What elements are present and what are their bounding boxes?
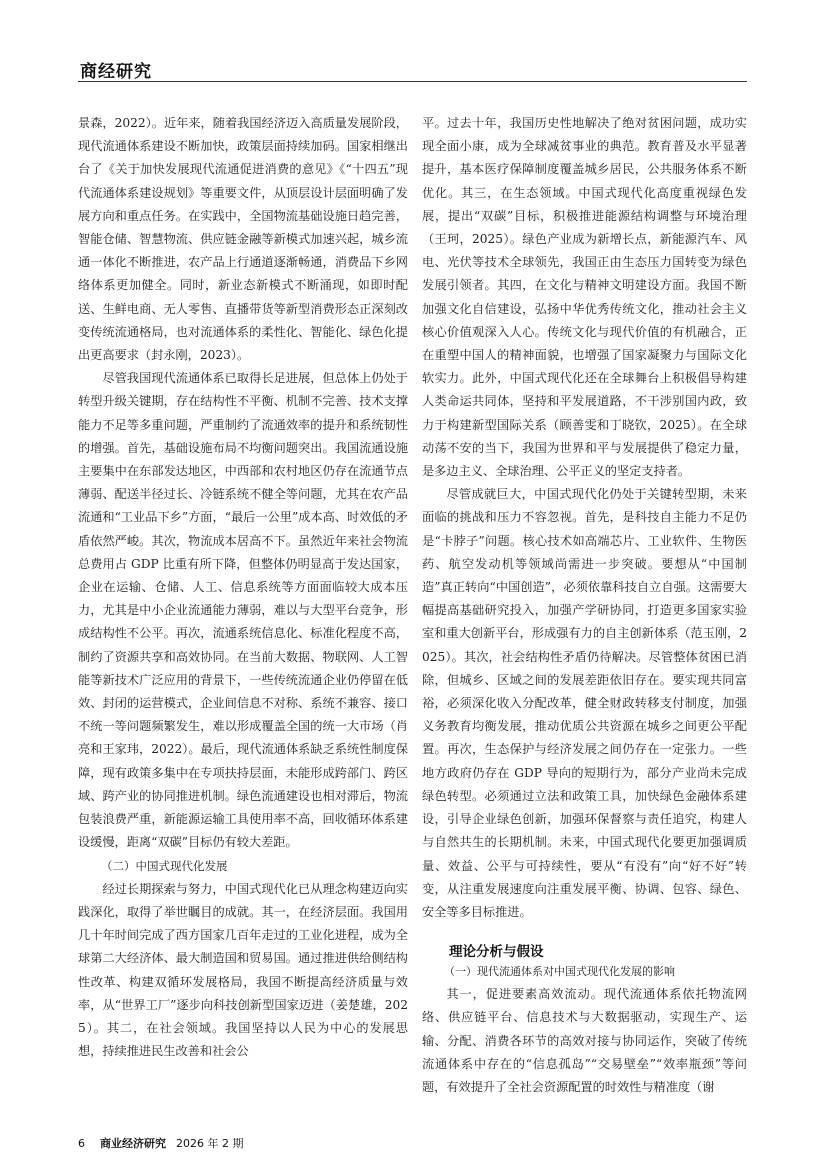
paragraph: 平。过去十年，我国历史性地解决了绝对贫困问题，成功实现全面小康，成为全球减贫事业的典范。教育普及水平显著提升，基本医疗保障制度覆盖城乡居民，公共服务体系不断优化。其三，在生态领域。中国式现代化高度重视绿色发展，提出“双碳”目标，积极推进能源结构调整与环境治理（王珂，2025）。绿色产业成为新增长点，新能源汽车、风电、光伏等技术全球领先，我国正由生态压力国转变为绿色发展引领者。其四，在文化与精神文明建设方面。我国不断加强文化自信建设，弘扬中华优秀传统文化，推动社会主义核心价值观深入人心。传统文化与现代价值的有机融合，正在重塑中国人的精神面貌，也增强了国家凝聚力与国际文化软实力。此外，中国式现代化还在全球舞台上积极倡导构建人类命运共同体，坚持和平发展道路，不干涉别国内政，致力于构建新型国际关系（顾善雯和丁晓钦，2025）。在全球动荡不安的当下，我国为世界和平与发展提供了稳定力量，是多边主义、全球治理、公平正义的坚定支持者。 [422, 116, 747, 479]
paragraph: 景森，2022）。近年来，随着我国经济迈入高质量发展阶段，现代流通体系建设不断加快，政策层面持续加码。国家相继出台了《关于加快发展现代流通促进消费的意见》《“十四五”现代流通体系建设规划》等重要文件，从顶层设计层面明确了发展方向和重点任务。在实践中，全国物流基础设施日趋完善，智能仓储、智慧物流、供应链金融等新模式加速兴起，城乡流通一体化不断推进，农产品上行通道逐渐畅通，消费品下乡网络体系更加健全。同时，新业态新模式不断涌现，如即时配送、生鲜电商、无人零售、直播带货等新型消费形态正深刻改变传统流通格局，也对流通体系的柔性化、智能化、绿色化提出更高要求（封永刚，2023）。 [78, 116, 408, 363]
page-number: 6 [78, 1137, 85, 1150]
left-column [78, 112, 408, 1063]
subsection-heading: （二）中国式现代化发展 [101, 858, 228, 873]
paragraph: 经过长期探索与努力，中国式现代化已从理念构建迈向实践深化，取得了举世瞩目的成就。其一，在经济层面。我国用几十年时间完成了西方国家几百年走过的工业化进程，成为全球第二大经济体、最大制造国和贸易国。通过推进供给侧结构性改革、构建双循环发展格局，我国不断提高经济质量与效率，从“世界工厂”逐步向科技创新型国家迈进（姜楚雄，2025）。其二，在社会领域。我国坚持以人民为中心的发展思想，持续推进民生改善和社会公 [78, 881, 408, 1059]
paragraph: 其一，促进要素高效流动。现代流通体系依托物流网络、供应链平台、信息技术与大数据驱动，实现生产、运输、分配、消费各环节的高效对接与协同运作，突破了传统流通体系中存在的“信息孤岛”“交易壁垒”“效率瓶颈”等问题，有效提升了全社会资源配置的时效性与精准度（谢 [422, 987, 747, 1094]
paragraph: 尽管成就巨大，中国式现代化仍处于关键转型期，未来面临的挑战和压力不容忽视。首先，是科技自主能力不足仍是“卡脖子”问题。核心技术如高端芯片、工业软件、生物医药、航空发动机等领域尚需进一步突破。要想从“中国制造”真正转向“中国创造”，必须依靠科技自立自强。这需要大幅提高基础研究投入，加强产学研协同，打造更多国家实验室和重大创新平台，形成强有力的自主创新体系（范玉刚，2025）。其次，社会结构性矛盾仍待解决。尽管整体贫困已消除，但城乡、区域之间的发展差距依旧存在。要实现共同富裕，必须深化收入分配改革，健全财政转移支付制度，加强义务教育均衡发展，推动优质公共资源在城乡之间更公平配置。再次，生态保护与经济发展之间仍存在一定张力。一些地方政府仍存在 GDP 导向的短期行为，部分产业尚未完成绿色转型。必须通过立法和政策工具，加快绿色金融体系建设，引导企业绿色创新，加强环保督察与责任追究，构建人与自然共生的长期机制。未来，中国式现代化要更加强调质量、效益、公平与可持续性，要从“有没有”向“好不好”转变，从注重发展速度向注重发展平衡、协调、包容、绿色、安全等多目标推进。 [422, 487, 747, 919]
header-divider [78, 81, 747, 82]
journal-name: 商业经济研究 [100, 1137, 166, 1150]
subsection-heading: （一）现代流通体系对中国式现代化发展的影响 [444, 965, 675, 979]
issue-label: 2026 年 2 期 [176, 1137, 244, 1150]
page-footer [78, 1135, 243, 1151]
right-column [422, 112, 747, 1099]
journal-section-title: 商经研究 [80, 62, 152, 82]
section-heading: 理论分析与假设 [449, 944, 544, 961]
paragraph: 尽管我国现代流通体系已取得长足进展，但总体上仍处于转型升级关键期，存在结构性不平衡、机制不完善、技术支撑能力不足等多重问题，严重制约了流通效率的提升和系统韧性的增强。首先，基础设施布局不均衡问题突出。我国流通设施主要集中在东部发达地区，中西部和农村地区仍存在流通节点薄弱、配送半径过长、冷链系统不健全等问题，尤其在农产品流通和“工业品下乡”方面，“最后一公里”成本高、时效低的矛盾依然严峻。其次，物流成本居高不下。虽然近年来社会物流总费用占 GDP 比重有所下降，但整体仍明显高于发达国家，企业在运输、仓储、人工、信息系统等方面面临较大成本压力，尤其是中小企业流通能力薄弱，难以与大型平台竞争，形成结构性不公平。再次，流通系统信息化、标准化程度不高，制约了资源共享和高效协同。在当前大数据、物联网、人工智能等新技术广泛应用的背景下，一些传统流通企业仍停留在低效、封闭的运营模式，企业间信息不对称、系统不兼容、接口不统一等问题频繁发生，难以形成覆盖全国的统一大市场（肖亮和王家玮，2022）。最后，现代流通体系缺乏系统性制度保障，现有政策多集中在专项扶持层面，未能形成跨部门、跨区域、跨产业的协同推进机制。绿色流通建设也相对滞后，物流包装浪费严重，新能源运输工具使用率不高，回收循环体系建设缓慢，距离“双碳”目标仍有较大差距。 [78, 371, 408, 850]
